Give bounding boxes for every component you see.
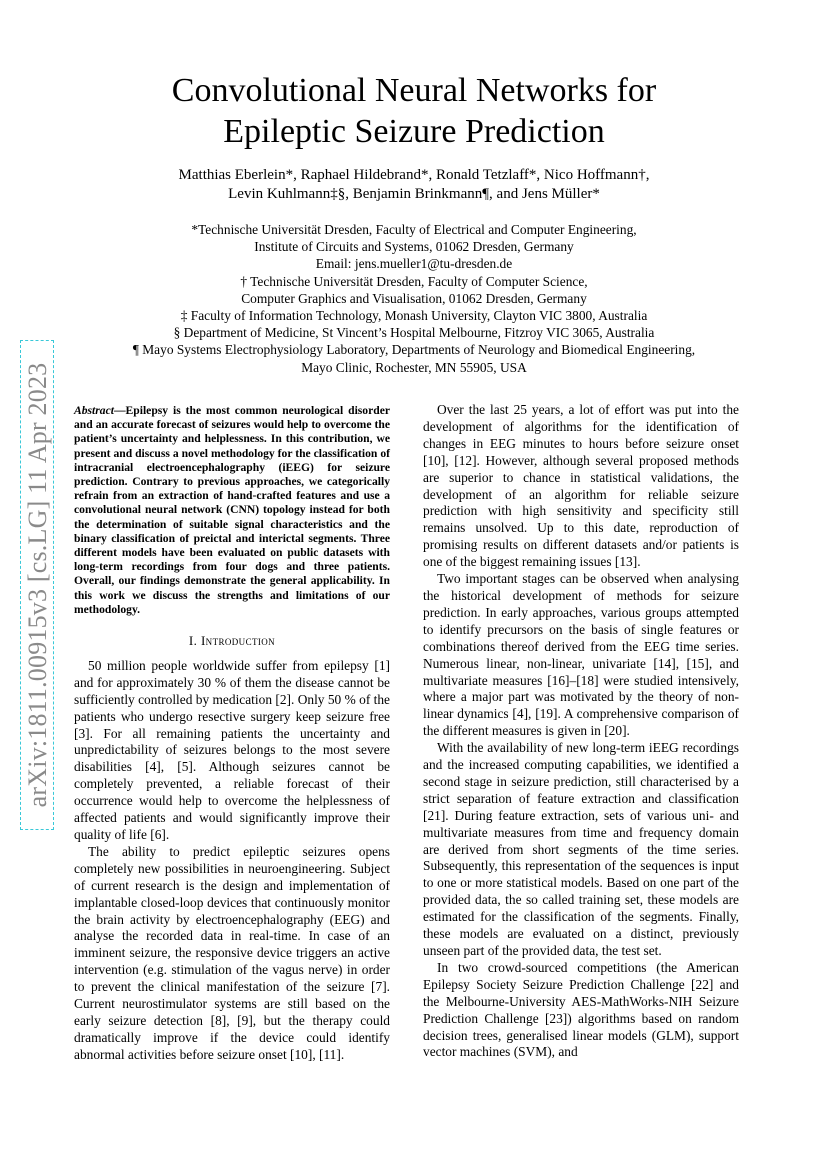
section-title: Introduction xyxy=(200,633,276,649)
affiliation-line: § Department of Medicine, St Vincent’s Hospital Melbourne, Fitzroy VIC 3065, Australia xyxy=(173,325,655,341)
paragraph: Two important stages can be observed when analysing the historical development of methods for seizure prediction. In early approaches, various groups attempted to identify precursors on the basis of single features or combinations thereof derived from the EEG time series. Numerous linear, non-linear, univariate [14], [15], and multivariate measures [16]–[18] were studied intensively, where a major part was motivated by the theory of non-linear dynamics [4], [19]. A comprehensive comparison of the different measures is given in [20]. xyxy=(423,571,739,739)
paragraph: In two crowd-sourced competitions (the American Epilepsy Society Seizure Prediction Challenge [22] and the Melbourne-University AES-MathWorks-NIH Seizure Prediction Challenge [23]) algorithms based on random decision trees, generalised linear models (GLM), support vector machines (SVM), and xyxy=(423,959,739,1060)
affiliation-line: ‡ Faculty of Information Technology, Monash University, Clayton VIC 3800, Australia xyxy=(180,308,648,324)
author-list xyxy=(0,166,828,204)
section-number: I. xyxy=(188,633,198,649)
affiliation-line: *Technische Universität Dresden, Faculty of Electrical and Computer Engineering, xyxy=(191,222,637,237)
paragraph: With the availability of new long-term iEEG recordings and the increased computing capabilities, we identified a second stage in seizure prediction, still characterised by a strict separation of feature extraction and classification [21]. During feature extraction, sets of various uni- and multivariate measures from time and frequency domain are derived from short segments of the time series. Subsequently, this representation of the sequences is input to one or more statistical models. Based on one part of the provided data, the so called training set, these models are estimated for the classification of the segments. Finally, these models are evaluated on a distinct, previously unseen part of the provided data, the test set. xyxy=(423,740,739,958)
affiliation-line: Institute of Circuits and Systems, 01062 Dresden, Germany xyxy=(254,239,574,255)
paper-title xyxy=(0,70,828,152)
affiliation-line: Computer Graphics and Visualisation, 01062 Dresden, Germany xyxy=(241,290,587,306)
affiliation-email: Email: jens.mueller1@tu-dresden.de xyxy=(315,256,513,272)
right-column xyxy=(423,402,739,1061)
arxiv-id: arXiv:1811.00915v3 [cs.LG] 11 Apr 2023 xyxy=(23,362,52,808)
abstract-text: —Epilepsy is the most common neurological disorder and an accurate forecast of seizures would help to overcome the patient’s uncertainty and helplessness. In this contribution, we present and discuss a novel methodology for the classification of intracranial electroencephalography (iEEG) for seizure prediction. Contrary to previous approaches, we categorically refrain from an extraction of hand-crafted features and use a convolutional neural network (CNN) topology instead for both the determination of suitable signal characteristics and the binary classification of preictal and interictal segments. Three different models have been evaluated on public datasets with long-term recordings from four dogs and three patients. Overall, our findings demonstrate the general applicability. In this work we discuss the strengths and limitations of our methodology. xyxy=(74,404,390,616)
authors-line-1: Matthias Eberlein*, Raphael Hildebrand*, Ronald Tetzlaff*, Nico Hoffmann†, xyxy=(178,167,650,183)
affiliation-line: † Technische Universität Dresden, Faculty of Computer Science, xyxy=(240,273,588,289)
paragraph: The ability to predict epileptic seizures opens completely new possibilities in neuroengineering. Subject of current research is the design and implementation of implantable closed-loop devices that continuously monitor the brain activity by electroencephalography (EEG) and analyse the recorded data in real-time. In case of an imminent seizure, the responsive device triggers an active intervention (e.g. stimulation of the vagus nerve) in order to prevent the clinical manifestation of the seizure [7]. Current neurostimulator systems are still based on the early seizure detection [8], [9], but the therapy could dramatically improve if the device could identify abnormal activities before seizure onset [10], [11]. xyxy=(74,843,390,1062)
paragraph: Over the last 25 years, a lot of effort was put into the development of algorithms for the identification of changes in EEG minutes to hours before seizure onset [10], [12]. However, although several proposed methods are superior to chance in statistical validations, the development of an algorithm for reliable seizure prediction with high sensitivity and specificity still remains unsolved. Up to this date, reproduction of promising results on different datasets and/or patients is one of the biggest remaining issues [13]. xyxy=(423,402,739,570)
arxiv-sidebar-stamp xyxy=(18,340,58,830)
abstract-label: Abstract xyxy=(74,404,114,417)
abstract xyxy=(74,404,390,617)
section-heading xyxy=(74,633,390,650)
affiliation-line: ¶ Mayo Systems Electrophysiology Laboratory, Departments of Neurology and Biomedical Engineering, xyxy=(132,342,696,358)
affiliations xyxy=(0,221,828,376)
title-line-2: Epileptic Seizure Prediction xyxy=(223,113,605,150)
authors-line-2: Levin Kuhlmann‡§, Benjamin Brinkmann¶, and Jens Müller* xyxy=(228,186,600,202)
paragraph: 50 million people worldwide suffer from epilepsy [1] and for approximately 30 % of them the disease cannot be sufficiently controlled by medication [2]. Only 50 % of the patients who undergo resective surgery keep seizure free [3]. For all remaining patients the uncertainty and unpredictability of seizures belongs to the most severe disabilities [4], [5]. Although seizures cannot be completely prevented, a reliable forecast of their occurrence would help to overcome the helplessness of affected patients and would significantly improve their quality of life [6]. xyxy=(74,657,390,843)
left-column xyxy=(74,404,390,1064)
affiliation-line: Mayo Clinic, Rochester, MN 55905, USA xyxy=(301,359,527,375)
title-line-1: Convolutional Neural Networks for xyxy=(171,72,657,109)
